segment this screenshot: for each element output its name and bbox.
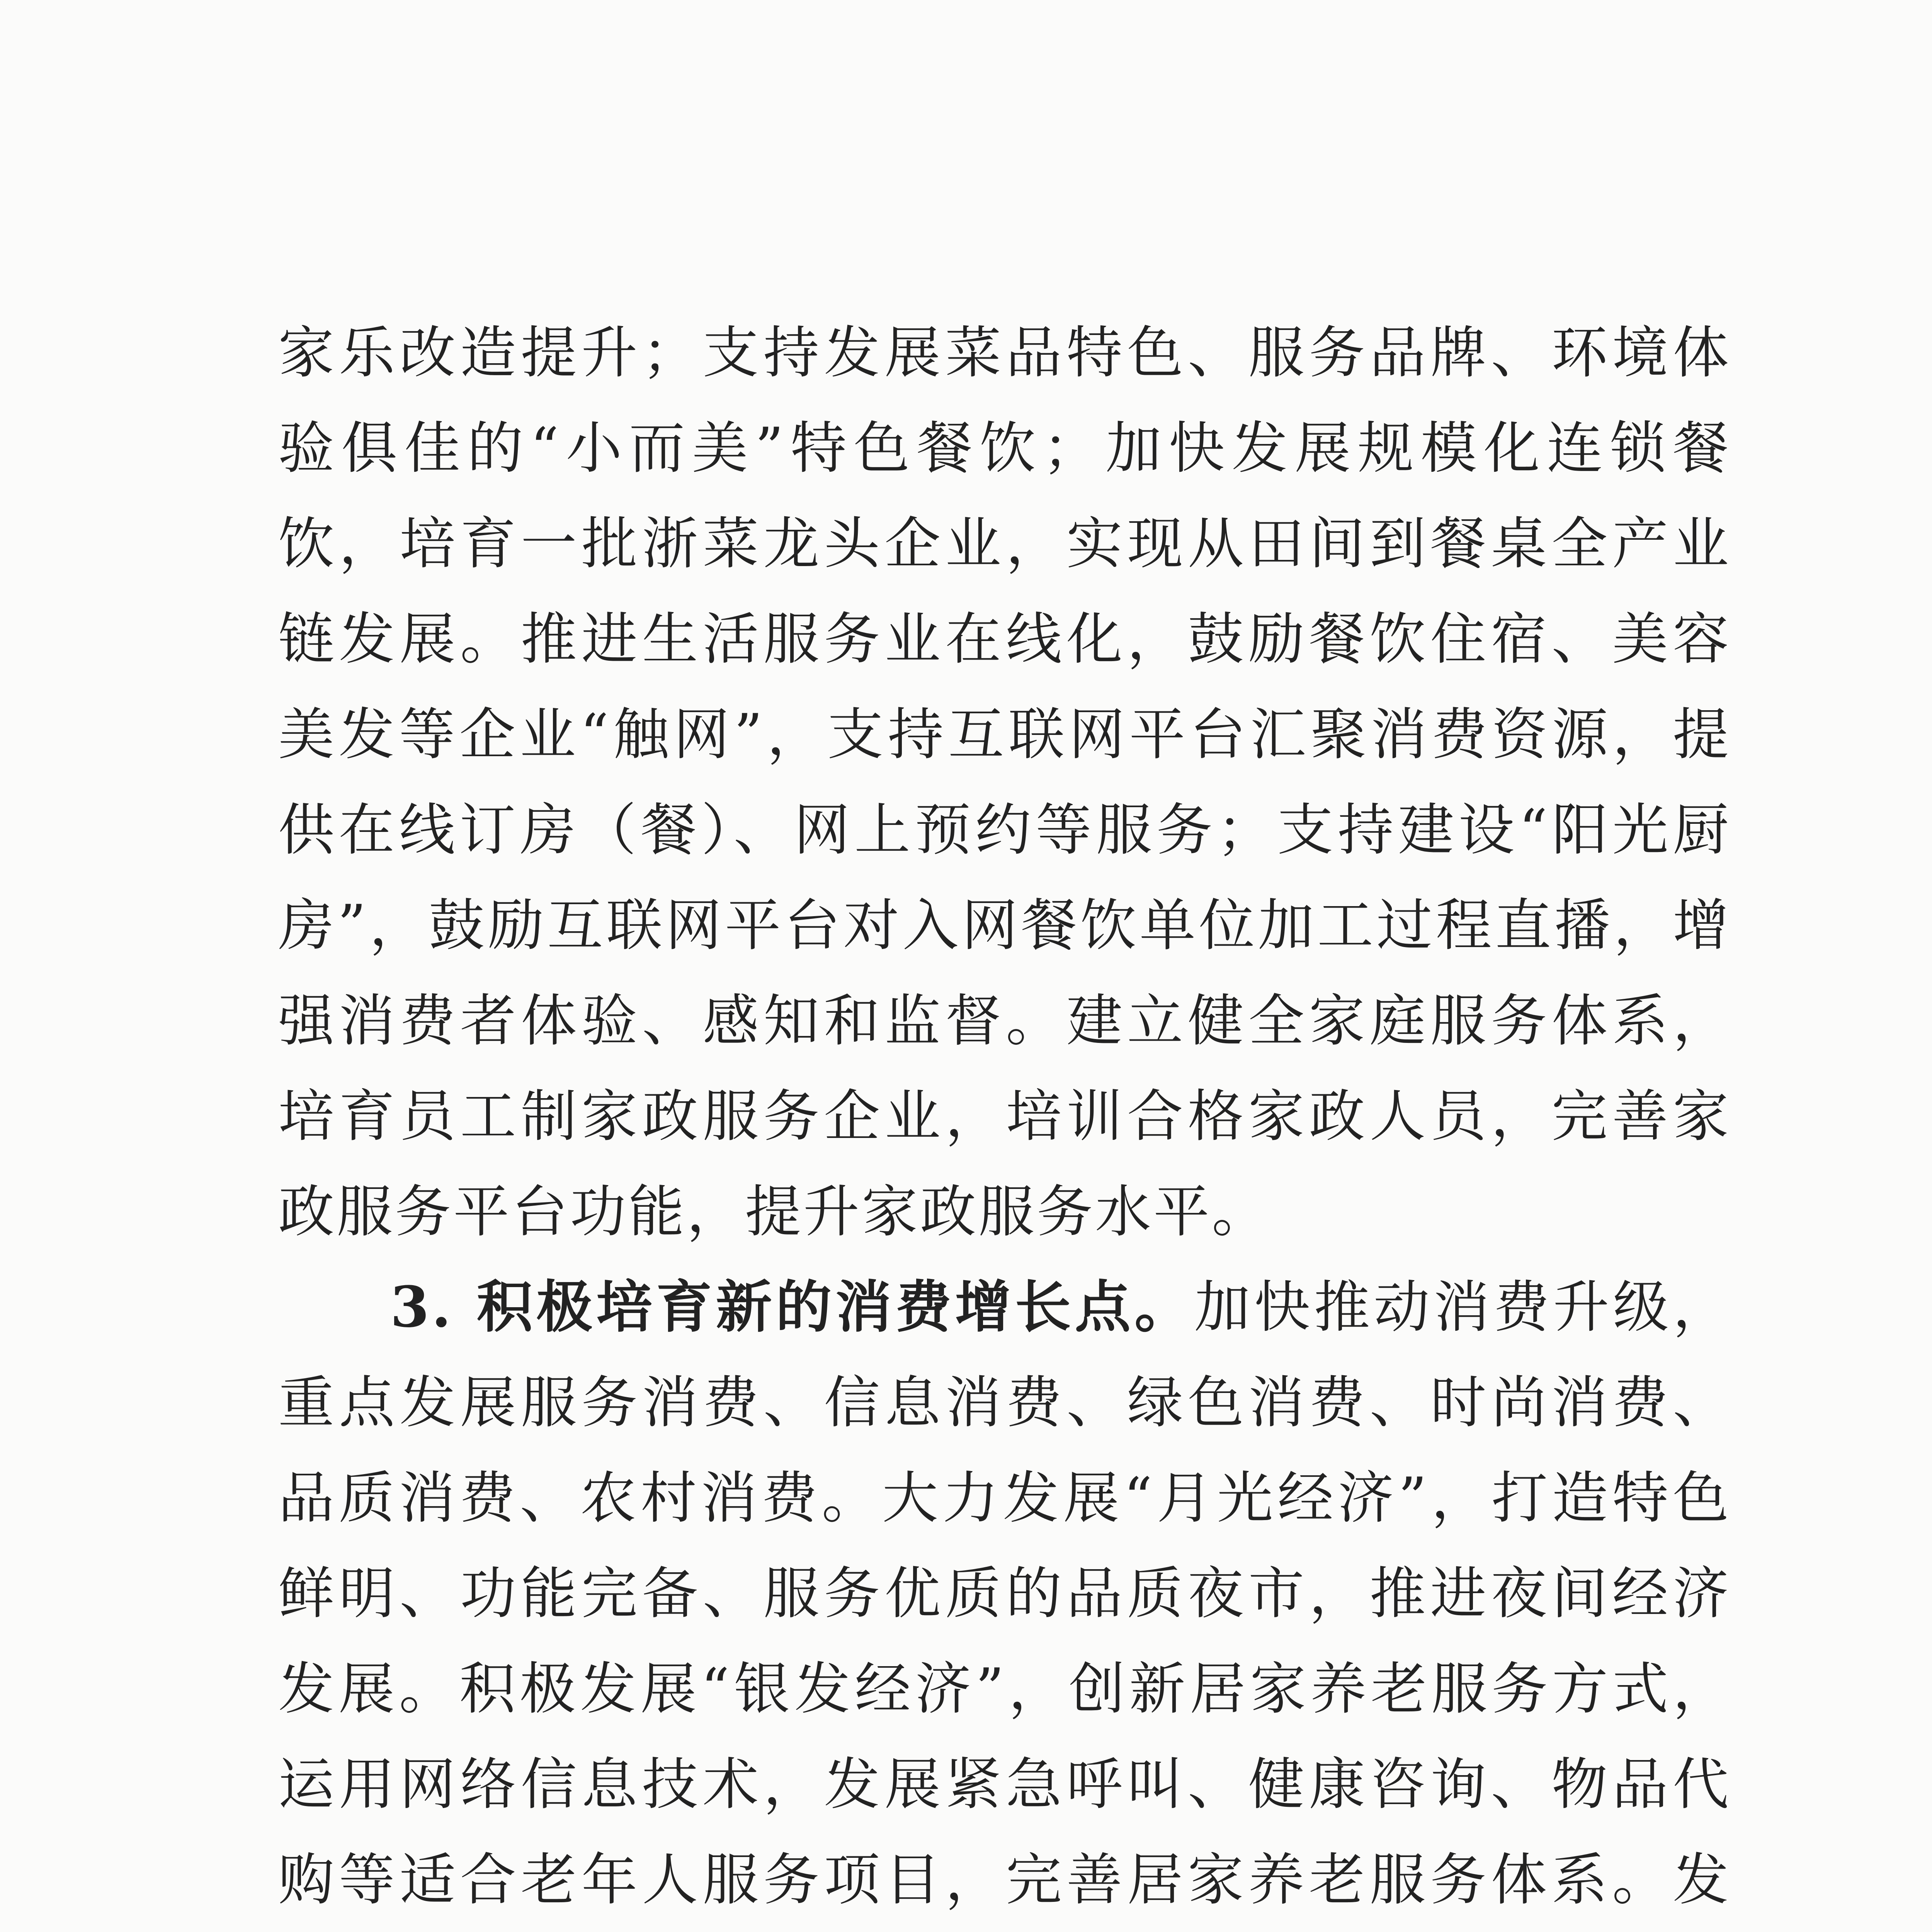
- paragraph-2-text: 加快推动消费升级，重点发展服务消费、信息消费、绿色消费、时尚消费、品质消费、农村消费。大力发展“月光经济”，打造特色鲜明、功能完备、服务优质的品质夜市，推进夜间经济发展。积极发展“银发经济”，创新居家养老服务方式，运用网络信息技术，发展紧急呼叫、健康咨询、物品代购等适合老年人服务项目，完善居家养老服务体系。发: [278, 1275, 1731, 1913]
- paragraph-1-text: 家乐改造提升；支持发展菜品特色、服务品牌、环境体验俱佳的“小而美”特色餐饮；加快发展规模化连锁餐饮，培育一批浙菜龙头企业，实现从田间到餐桌全产业链发展。推进生活服务业在线化，鼓励餐饮住宿、美容美发等企业“触网”，支持互联网平台汇聚消费资源，提供在线订房（餐）、网上预约等服务；支持建设“阳光厨房”，鼓励互联网平台对入网餐饮单位加工过程直播，增强消费者体验、感知和监督。建立健全家庭服务体系，培育员工制家政服务企业，培训合格家政人员，完善家政服务平台功能，提升家政服务水平。: [278, 320, 1731, 1245]
- paragraph-2-lead: 3. 积极培育新的消费增长点。: [390, 1274, 1194, 1340]
- body-text: [278, 305, 1731, 1932]
- paragraph-2: [278, 1260, 1731, 1932]
- paragraph-1: [278, 305, 1731, 1260]
